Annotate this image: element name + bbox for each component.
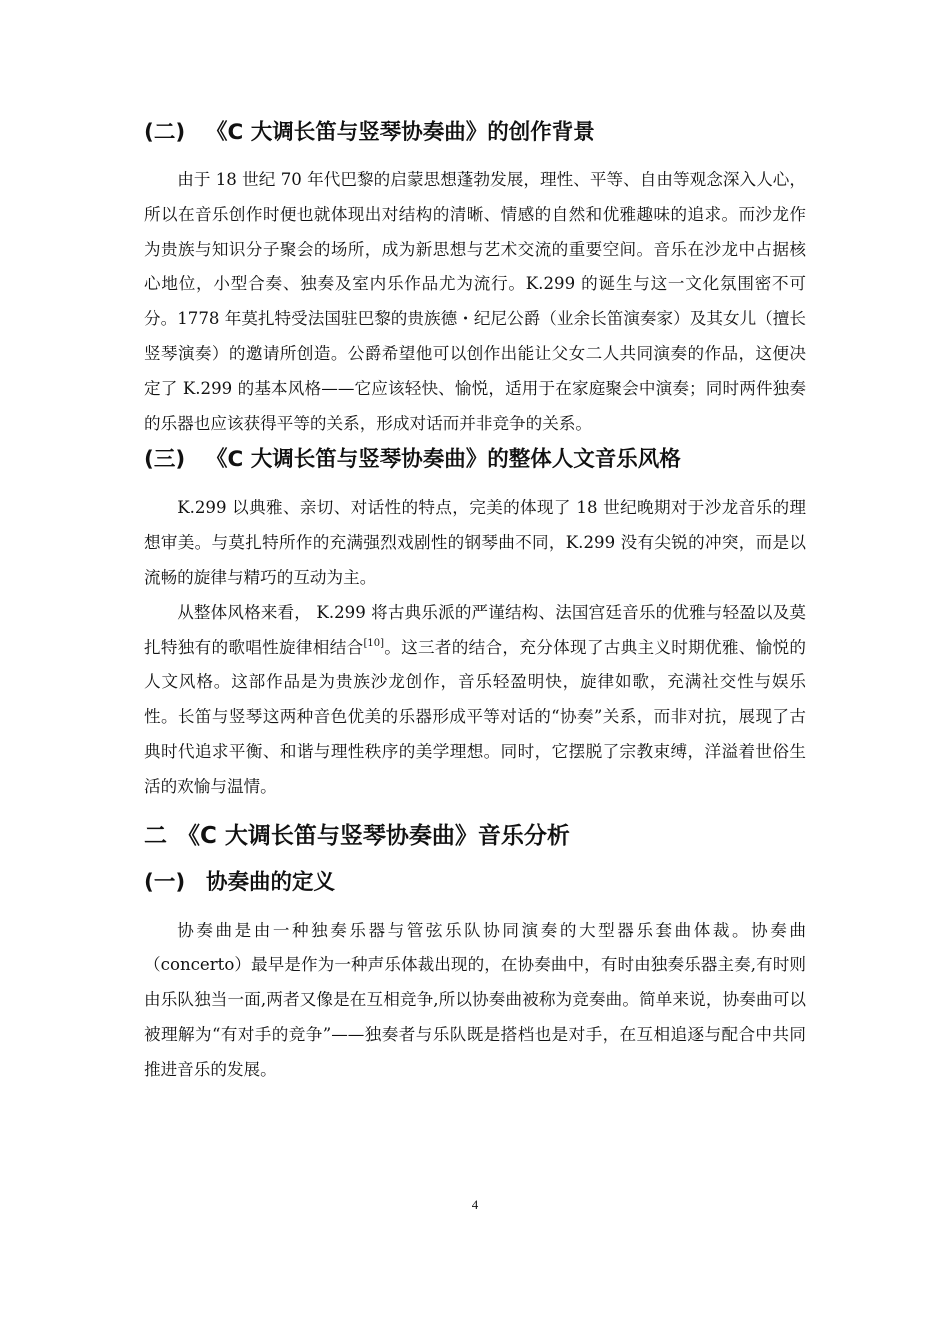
section-number: (三) (144, 447, 186, 473)
section-title: 《C 大调长笛与竖琴协奏曲》的整体人文音乐风格 (206, 447, 681, 473)
citation-reference: [10] (363, 637, 384, 649)
section-title: 《C 大调长笛与竖琴协奏曲》的创作背景 (206, 120, 595, 145)
section-heading-style (144, 445, 806, 475)
chapter-number: 二 (144, 822, 167, 849)
chapter-title: 《C 大调长笛与竖琴协奏曲》音乐分析 (177, 822, 570, 849)
paragraph-style-2 (144, 596, 806, 805)
paragraph-text: 从整体风格来看， K.299 将古典乐派的严谨结构、法国宫廷音乐的优雅与轻盈以及莫扎特独有的歌唱性旋律相结合 (144, 602, 806, 657)
page-content (144, 118, 806, 1088)
section-heading-definition (144, 868, 806, 898)
paragraph-definition: 协奏曲是由一种独奏乐器与管弦乐队协同演奏的大型器乐套曲体裁。协奏曲（concerto）最早是作为一种声乐体裁出现的，在协奏曲中，有时由独奏乐器主奏,有时则由乐队独当一面,两者又像是在互相竞争,所以协奏曲被称为竞奏曲。简单来说，协奏曲可以被理解为“有对手的竞争”——独奏者与乐队既是搭档也是对手，在互相追逐与配合中共同推进音乐的发展。 (144, 920, 806, 1079)
section-title: 协奏曲的定义 (206, 869, 336, 895)
chapter-heading (144, 820, 806, 852)
section-number: (一) (144, 869, 186, 895)
section-heading-background (144, 118, 806, 148)
paragraph-text: 。这三者的结合，充分体现了古典主义时期优雅、愉悦的人文风格。这部作品是为贵族沙龙创作，音乐轻盈明快，旋律如歌，充满社交性与娱乐性。长笛与竖琴这两种音色优美的乐器形成平等对话的“协奏”关系，而非对抗，展现了古典时代追求平衡、和谐与理性秩序的美学理想。同时，它摆脱了宗教束缚，洋溢着世俗生活的欢愉与温情。 (144, 637, 807, 796)
page-number: 4 (471, 1197, 479, 1212)
section-number: (二) (144, 120, 186, 145)
paragraph-style-1: K.299 以典雅、亲切、对话性的特点，完美的体现了 18 世纪晚期对于沙龙音乐的理想审美。与莫扎特所作的充满强烈戏剧性的钢琴曲不同，K.299 没有尖锐的冲突，而是以流畅的旋律与精巧的互动为主。 (144, 498, 806, 587)
paragraph-background: 由于 18 世纪 70 年代巴黎的启蒙思想蓬勃发展，理性、平等、自由等观念深入人心，所以在音乐创作时便也就体现出对结构的清晰、情感的自然和优雅趣味的追求。而沙龙作为贵族与知识分子聚会的场所，成为新思想与艺术交流的重要空间。音乐在沙龙中占据核心地位，小型合奏、独奏及室内乐作品尤为流行。K.299 的诞生与这一文化氛围密不可分。1778 年莫扎特受法国驻巴黎的贵族德・纪尼公爵（业余长笛演奏家）及其女儿（擅长竖琴演奏）的邀请所创造。公爵希望他可以创作出能让父女二人共同演奏的作品，这便决定了 K.299 的基本风格——它应该轻快、愉悦，适用于在家庭聚会中演奏；同时两件独奏的乐器也应该获得平等的关系，形成对话而并非竞争的关系。 (144, 170, 806, 433)
